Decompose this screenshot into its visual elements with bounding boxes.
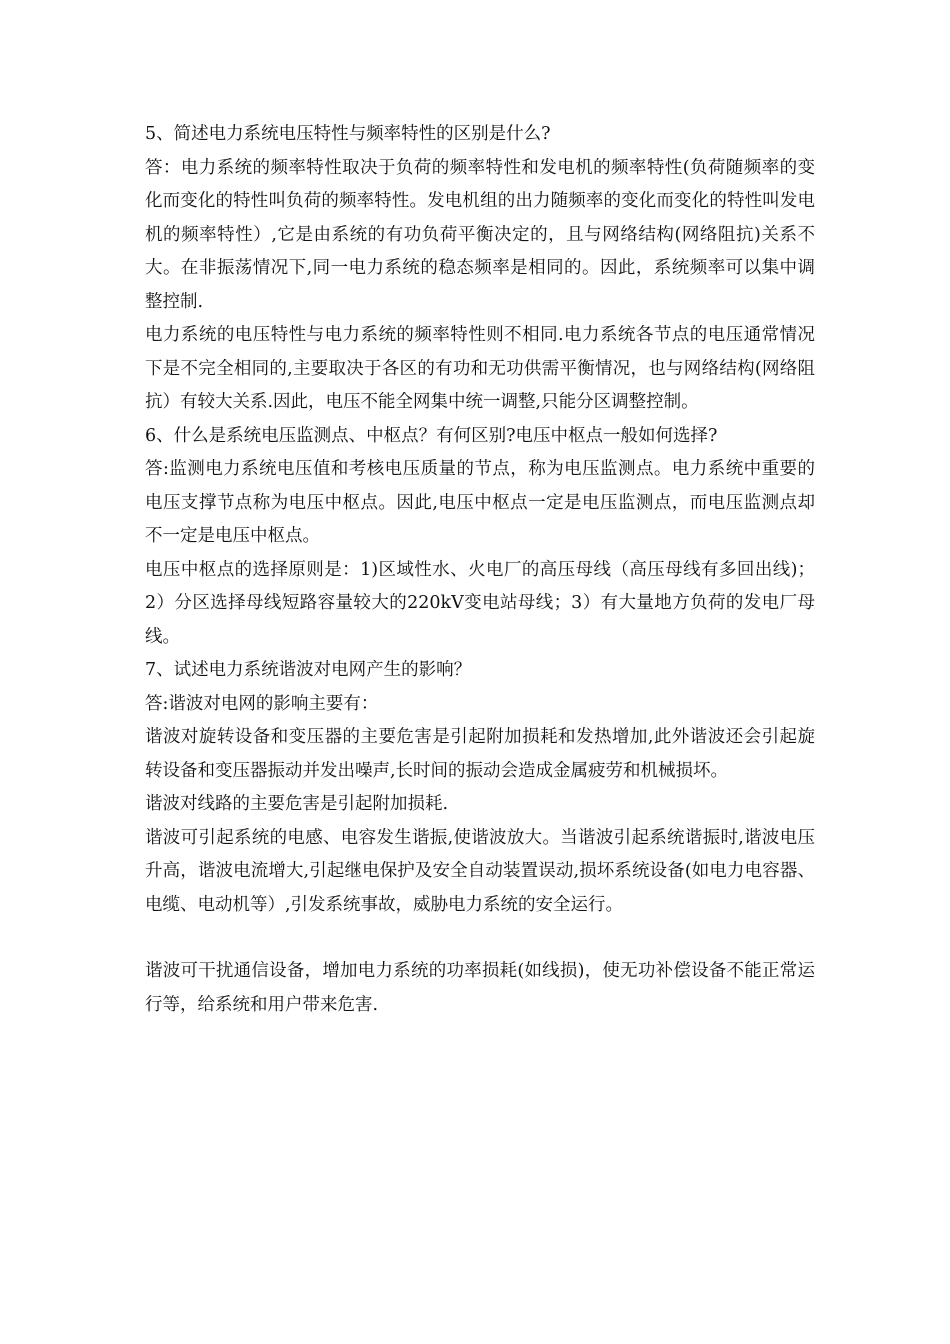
answer-6-paragraph-1: 答:监测电力系统电压值和考核电压质量的节点，称为电压监测点。电力系统中重要的电压支撑节点称为电压中枢点。因此,电压中枢点一定是电压监测点，而电压监测点却不一定是电压中枢点。 — [145, 459, 815, 546]
answer-7-paragraph-1: 谐波对旋转设备和变压器的主要危害是引起附加损耗和发热增加,此外谐波还会引起旋转设备和变压器振动并发出噪声,长时间的振动会造成金属疲劳和机械损坏。 — [145, 727, 815, 781]
document-body — [145, 118, 815, 1022]
answer-7-paragraph-2: 谐波对线路的主要危害是引起附加损耗. — [145, 794, 449, 814]
answer-7-paragraph-3: 谐波可引起系统的电感、电容发生谐振,使谐波放大。当谐波引起系统谐振时,谐波电压升高，谐波电流增大,引起继电保护及安全自动装置误动,损坏系统设备(如电力电容器、电缆、电动机等）,引发系统事故，威胁电力系统的安全运行。 — [145, 827, 815, 915]
question-5-heading: 5、简述电力系统电压特性与频率特性的区别是什么? — [145, 124, 551, 144]
answer-7-intro: 答:谐波对电网的影响主要有： — [145, 693, 379, 714]
answer-6-paragraph-2: 电压中枢点的选择原则是：1)区域性水、火电厂的高压母线（高压母线有多回出线)；2）分区选择母线短路容量较大的220kV变电站母线；3）有大量地方负荷的发电厂母线。 — [145, 559, 815, 647]
answer-5-paragraph-2: 电力系统的电压特性与电力系统的频率特性则不相同.电力系统各节点的电压通常情况下是不完全相同的,主要取决于各区的有功和无功供需平衡情况，也与网络结构(网络阻抗）有较大关系.因此，电压不能全网集中统一调整,只能分区调整控制。 — [145, 325, 815, 412]
answer-7-paragraph-4: 谐波可干扰通信设备，增加电力系统的功率损耗(如线损)，使无功补偿设备不能正常运行等，给系统和用户带来危害. — [145, 961, 815, 1015]
question-7-heading: 7、试述电力系统谐波对电网产生的影响？ — [145, 660, 472, 680]
answer-5-paragraph-1: 答：电力系统的频率特性取决于负荷的频率特性和发电机的频率特性(负荷随频率的变化而变化的特性叫负荷的频率特性。发电机组的出力随频率的变化而变化的特性叫发电机的频率特性）,它是由系统的有功负荷平衡决定的，且与网络结构(网络阻抗)关系不大。在非振荡情况下,同一电力系统的稳态频率是相同的。因此，系统频率可以集中调整控制. — [145, 157, 815, 312]
paragraph-spacer — [145, 922, 815, 955]
question-6-heading: 6、什么是系统电压监测点、中枢点？有何区别?电压中枢点一般如何选择? — [145, 425, 718, 446]
